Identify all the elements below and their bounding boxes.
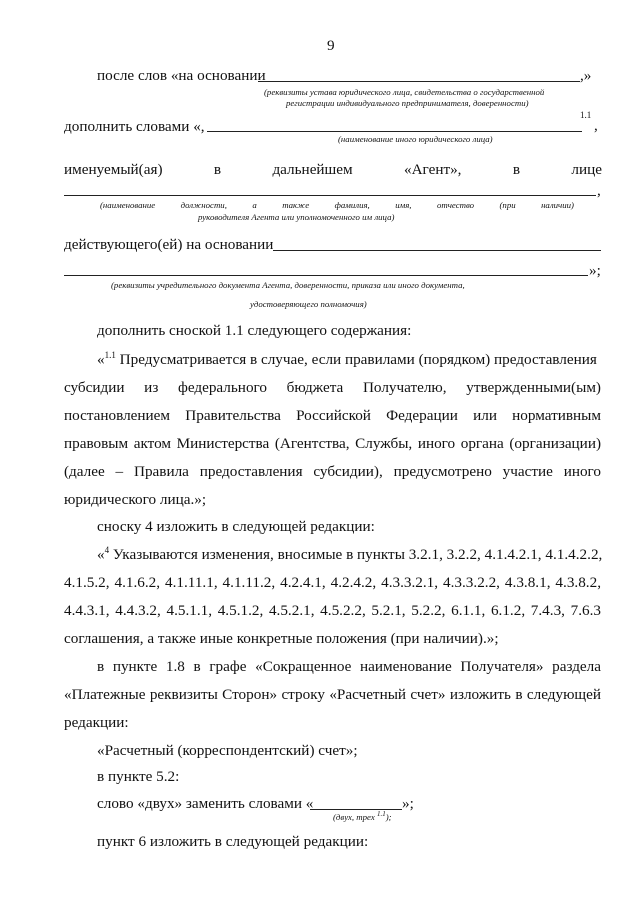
footnote-1-1-line2: субсидии из федерального бюджета Получателю, утвержденными(ым) [64,379,601,396]
block4-caption-line1: (реквизиты учредительного документа Агента, доверенности, приказа или иного документа, [111,280,465,290]
block1-blank [258,81,580,82]
block4-blank-line2 [64,275,588,276]
block3-word: именуемый(ая) [64,161,163,178]
block3-end-comma: , [597,182,601,199]
footnote-1-1-line3: постановлением Правительства Российской Федерации или нормативным [64,407,601,424]
footnote-4-line2: 4.1.5.2, 4.1.6.2, 4.1.11.1, 4.1.11.2, 4.2.4.1, 4.2.4.2, 4.3.3.2.1, 4.3.3.2.2, 4.3.8.1, 4.3.8.2, [64,574,601,591]
block1-caption-line2: регистрации индивидуального предпринимателя, доверенности) [286,98,529,108]
replace-word-end: »; [402,795,414,812]
caption-word: имя, [395,200,412,210]
caption-word: а [252,200,257,210]
instruction-p18-line1: в пункте 1.8 в графе «Сокращенное наименование Получателя» раздела [97,658,601,675]
block3-blank [64,195,596,196]
instruction-p18-line3: редакции: [64,714,129,731]
caption-word: наличии) [541,200,574,210]
instruction-replace-word: слово «двух» заменить словами « [97,795,314,812]
footnote-mark: 4 [104,544,110,555]
footnote-mark: 1.1 [104,349,116,360]
block2-blank [207,131,582,132]
block3-word: «Агент», [403,161,462,178]
block2-comma: , [594,117,598,134]
text: Предусматривается в случае, если правилами (порядком) предоставления [115,351,597,368]
block2-text: дополнить словами «, [64,118,205,135]
instruction-p52: в пункте 5.2: [97,768,180,785]
open-quote: « [97,351,105,368]
caption-sup: 1.1 [376,810,386,819]
instruction-p18-line2: «Платежные реквизиты Сторон» строку «Расчетный счет» изложить в следующей [64,686,601,703]
footnote-4-line4: соглашения, а также иные конкретные положения (при наличии).»; [64,630,499,647]
caption-end: ); [385,812,392,822]
caption-word: (при [499,200,516,210]
caption-word: должности, [180,200,227,210]
caption-word: фамилия, [334,200,370,210]
block3-word: дальнейшем [272,161,353,178]
block1-caption-line1: (реквизиты устава юридического лица, свидетельства о государственной [264,87,545,97]
block1-close: ,» [580,67,592,84]
block3-word: лице [571,161,602,178]
footnote-4-line1 [97,545,602,565]
block4-end: »; [589,262,601,279]
caption-word: (наименование [100,200,156,210]
replace-word-blank [310,809,402,810]
block1-text: после слов «на основании [97,67,266,84]
instruction-add-footnote: дополнить сноской 1.1 следующего содержания: [97,322,412,339]
block3-word: в [512,161,521,178]
block3-caption-line2: руководителя Агента или уполномоченного им лица) [198,212,395,222]
open-quote: « [97,546,105,563]
block4-text: действующего(ей) на основании [64,236,274,253]
footnote-1-1-line4: правовым актом Министерства (Агентства, Службы, иного органа (организации) [64,435,601,452]
block3-line [64,160,602,180]
caption-text: (двух, трех [333,812,375,822]
caption-word: отчество [436,200,475,210]
block4-blank-line1 [273,250,601,251]
block3-caption-line1 [100,200,574,211]
instruction-p6: пункт 6 изложить в следующей редакции: [97,833,369,850]
block3-word: в [213,161,222,178]
block4-caption-line2: удостоверяющего полномочия) [250,299,367,309]
footnote-1-1-line5: (далее – Правила предоставления субсидии), предусмотрено участие иного [64,463,601,480]
block2-sup: 1.1 [580,110,592,120]
footnote-4-line3: 4.4.3.1, 4.4.3.2, 4.5.1.1, 4.5.1.2, 4.5.2.1, 4.5.2.2, 5.2.1, 5.2.2, 6.1.1, 6.1.2, 7.4.3, 7.6.3 [64,602,601,619]
replace-word-caption [333,812,392,823]
block2-caption: (наименование иного юридического лица) [338,134,493,144]
caption-word: также [282,200,310,210]
instruction-footnote-4: сноску 4 изложить в следующей редакции: [97,518,375,535]
text: Указываются изменения, вносимые в пункты 3.2.1, 3.2.2, 4.1.4.2.1, 4.1.4.2.2, [109,546,603,563]
page-number: 9 [327,37,335,54]
new-wording-account: «Расчетный (корреспондентский) счет»; [97,742,358,759]
footnote-1-1-line6: юридического лица.»; [64,491,207,508]
footnote-1-1-line1 [97,350,597,370]
